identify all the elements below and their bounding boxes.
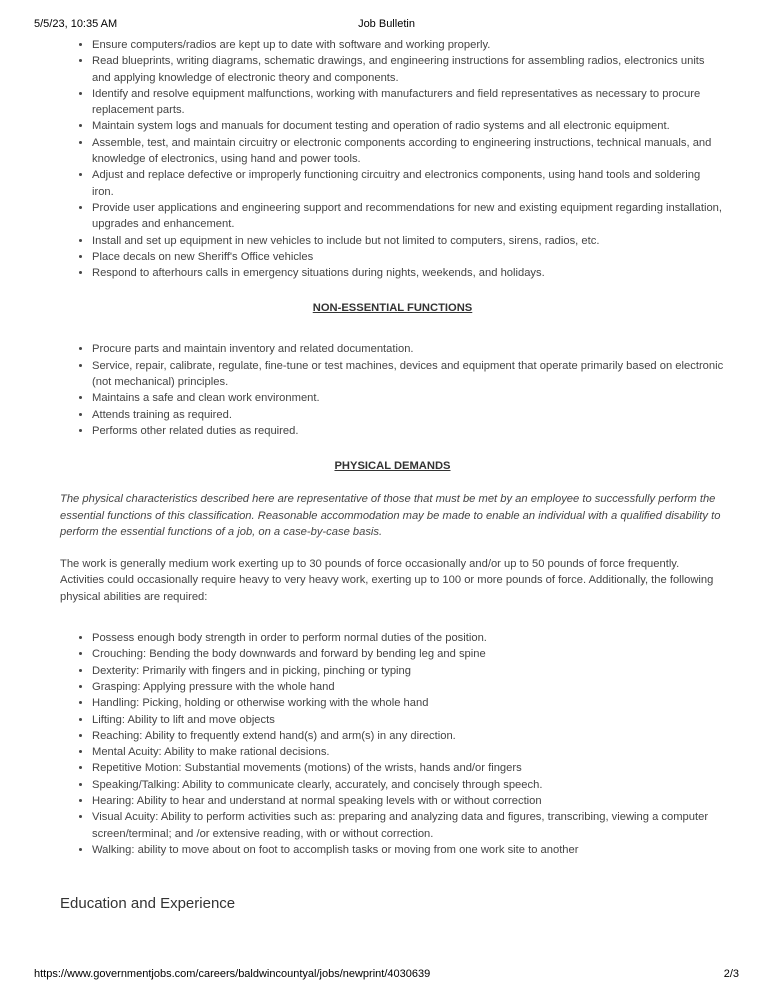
physical-demands-body: The work is generally medium work exerting up to 30 pounds of force occasionally and/or up to 50 pounds of force frequently. Activities could occasionally require heavy to very heavy work, exerting up to 100 or more pounds of force. Additionally, the following physical abilities are required: <box>60 558 714 603</box>
print-title: Job Bulletin <box>358 18 415 30</box>
list-item: • Crouching: Bending the body downwards and forward by bending leg and spine <box>92 646 725 662</box>
list-item: • Procure parts and maintain inventory and related documentation. <box>92 341 725 357</box>
list-item: • Maintains a safe and clean work environment. <box>92 390 725 406</box>
list-item: • Read blueprints, writing diagrams, schematic drawings, and engineering instructions for assembling radios, electronics units and applying knowledge of electronic theory and components. <box>92 53 725 86</box>
non-essential-functions-heading: NON-ESSENTIAL FUNCTIONS <box>312 302 473 315</box>
page-url: https://www.governmentjobs.com/careers/baldwincountyal/jobs/newprint/4030639 <box>34 968 431 980</box>
job-bulletin-content <box>60 37 725 914</box>
print-datetime: 5/5/23, 10:35 AM <box>34 18 118 30</box>
list-item: • Walking: ability to move about on foot to accomplish tasks or moving from one work site to another <box>92 842 725 858</box>
list-item: • Identify and resolve equipment malfunctions, working with manufacturers and field representatives as necessary to procure replacement parts. <box>92 86 725 119</box>
list-item: • Service, repair, calibrate, regulate, fine-tune or test machines, devices and equipment that operate primarily based on electronic (not mechanical) principles. <box>92 358 725 391</box>
list-item: • Speaking/Talking: Ability to communicate clearly, accurately, and concisely through speech. <box>92 777 725 793</box>
education-experience-heading: Education and Experience <box>60 895 236 913</box>
list-item: • Attends training as required. <box>92 407 725 423</box>
physical-demands-heading: PHYSICAL DEMANDS <box>334 460 451 473</box>
physical-abilities-list <box>60 630 725 858</box>
list-item: • Possess enough body strength in order to perform normal duties of the position. <box>92 630 725 646</box>
list-item: • Maintain system logs and manuals for document testing and operation of radio systems and all electronic equipment. <box>92 118 725 134</box>
list-item: • Respond to afterhours calls in emergency situations during nights, weekends, and holidays. <box>92 265 725 281</box>
list-item: • Provide user applications and engineering support and recommendations for new and existing equipment regarding installation, upgrades and enhancement. <box>92 200 725 233</box>
list-item: • Lifting: Ability to lift and move objects <box>92 712 725 728</box>
list-item: • Hearing: Ability to hear and understand at normal speaking levels with or without correction <box>92 793 725 809</box>
list-item: • Handling: Picking, holding or otherwise working with the whole hand <box>92 695 725 711</box>
list-item: • Assemble, test, and maintain circuitry or electronic components according to engineering instructions, technical manuals, and knowledge of electronics, using hand and power tools. <box>92 135 725 168</box>
list-item: • Place decals on new Sheriff's Office vehicles <box>92 249 725 265</box>
list-item: • Reaching: Ability to frequently extend hand(s) and arm(s) in any direction. <box>92 728 725 744</box>
list-item: • Dexterity: Primarily with fingers and in picking, pinching or typing <box>92 663 725 679</box>
essential-functions-list <box>60 37 725 281</box>
page-number: 2/3 <box>723 968 739 980</box>
list-item: • Mental Acuity: Ability to make rational decisions. <box>92 744 725 760</box>
list-item: • Ensure computers/radios are kept up to date with software and working properly. <box>92 37 725 53</box>
list-item: • Performs other related duties as required. <box>92 423 725 439</box>
list-item: • Repetitive Motion: Substantial movements (motions) of the wrists, hands and/or fingers <box>92 760 725 776</box>
list-item: • Install and set up equipment in new vehicles to include but not limited to computers, sirens, radios, etc. <box>92 233 725 249</box>
non-essential-functions-list <box>60 341 725 439</box>
list-item: • Grasping: Applying pressure with the whole hand <box>92 679 725 695</box>
list-item: • Visual Acuity: Ability to perform activities such as: preparing and analyzing data and figures, transcribing, viewing a computer screen/terminal; and /or extensive reading, with or without correction. <box>92 809 725 842</box>
physical-demands-intro: The physical characteristics described here are representative of those that must be met by an employee to successfully perform the essential functions of this classification. Reasonable accommodation may be made to enable an individual with a qualified disability to perform the essential functions of a job, on a case-by-case basis. <box>60 493 721 538</box>
list-item: • Adjust and replace defective or improperly functioning circuitry and electronics components, using hand tools and soldering iron. <box>92 167 725 200</box>
